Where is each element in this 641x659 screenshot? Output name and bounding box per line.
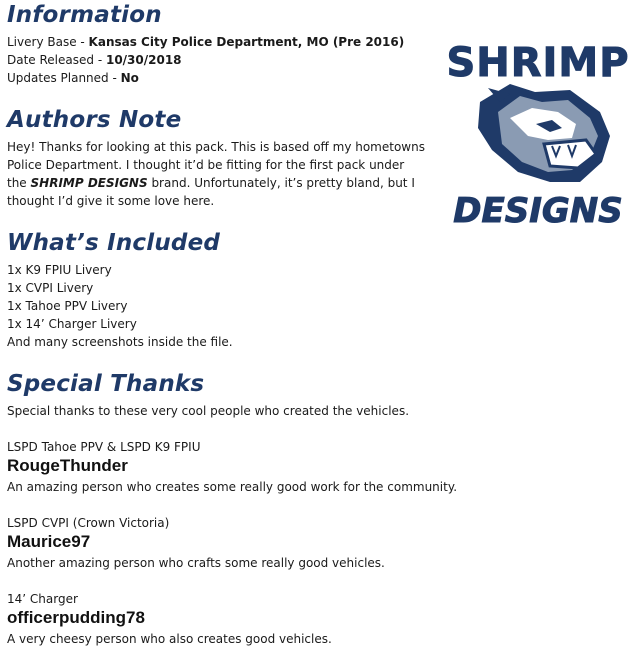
brand-name: SHRIMP DESIGNS <box>30 176 148 190</box>
authors-note-text <box>7 138 427 210</box>
whats-included-heading: What’s Included <box>7 230 221 256</box>
cougar-head-icon <box>478 84 610 182</box>
credit-author: officerpudding78 <box>7 608 145 627</box>
included-item: 1x 14’ Charger Livery <box>7 317 137 331</box>
special-thanks-intro: Special thanks to these very cool people who created the vehicles. <box>7 404 410 418</box>
livery-base-row <box>7 33 404 51</box>
included-item: 1x CVPI Livery <box>7 281 94 295</box>
shrimp-designs-logo <box>440 32 636 228</box>
credit-author: Maurice97 <box>7 532 91 551</box>
included-item: 1x Tahoe PPV Livery <box>7 299 128 313</box>
updates-planned-row <box>7 69 139 87</box>
livery-base-label: Livery Base - <box>7 35 89 49</box>
credit-author: RougeThunder <box>7 456 128 475</box>
special-thanks-heading: Special Thanks <box>7 371 205 397</box>
included-item: 1x K9 FPIU Livery <box>7 263 112 277</box>
note-text-before: Hey! Thanks for looking at this pack. This is based off my hometowns Police Department. I thought it’d be fitting for the first pack under the <box>7 140 425 190</box>
livery-base-value: Kansas City Police Department, MO (Pre 2016) <box>88 35 405 49</box>
authors-note-heading: Authors Note <box>7 107 182 133</box>
included-item: And many screenshots inside the file. <box>7 335 233 349</box>
logo-graphic <box>440 32 636 228</box>
logo-bottom-word: DESIGNS <box>453 191 623 228</box>
updates-planned-label: Updates Planned - <box>7 71 121 85</box>
credit-vehicles: LSPD Tahoe PPV & LSPD K9 FPIU <box>7 440 201 454</box>
credit-description: Another amazing person who crafts some really good vehicles. <box>7 556 385 570</box>
date-released-row <box>7 51 182 69</box>
logo-top-word: SHRIMP <box>446 40 630 86</box>
credit-description: An amazing person who creates some really good work for the community. <box>7 480 458 494</box>
credit-vehicles: 14’ Charger <box>7 592 78 606</box>
information-heading: Information <box>7 2 162 28</box>
note-text-after: brand. Unfortunately, it’s pretty bland, but I thought I’d give it some love here. <box>7 176 415 208</box>
date-released-value: 10/30/2018 <box>105 53 182 67</box>
updates-planned-value: No <box>120 71 139 85</box>
credit-description: A very cheesy person who also creates good vehicles. <box>7 632 332 646</box>
credit-vehicles: LSPD CVPI (Crown Victoria) <box>7 516 170 530</box>
date-released-label: Date Released - <box>7 53 106 67</box>
